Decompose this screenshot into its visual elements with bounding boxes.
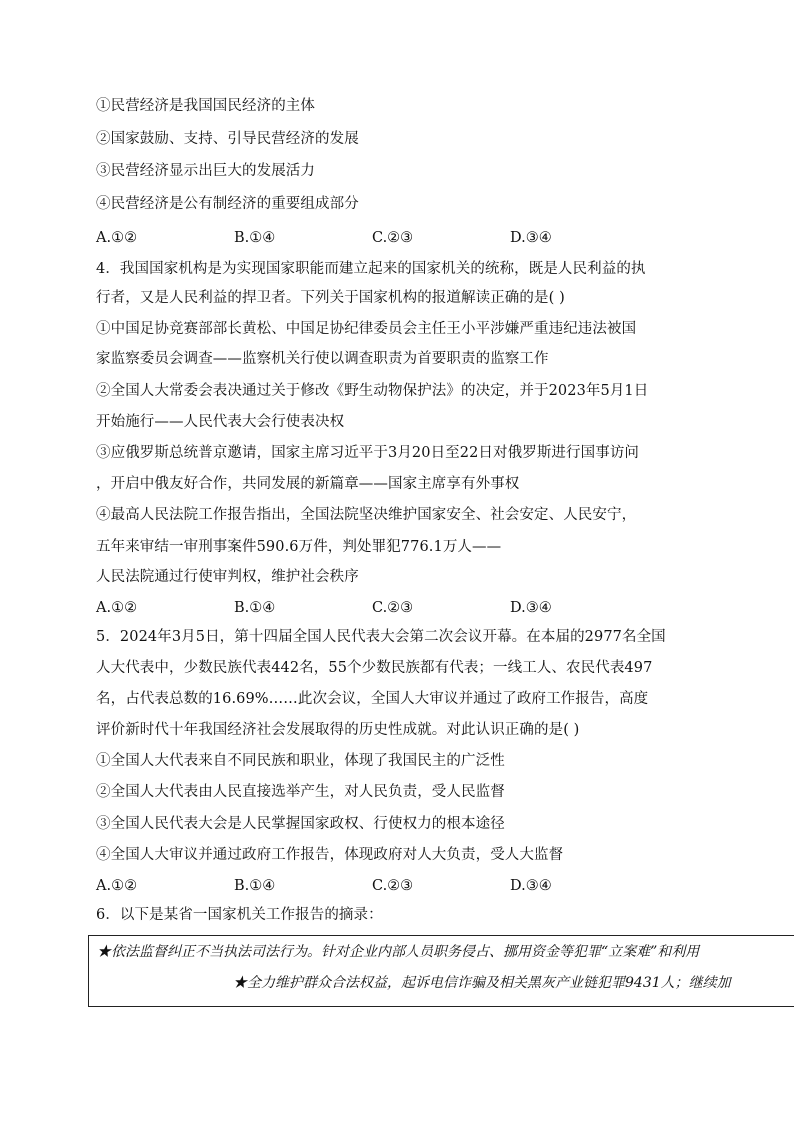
q5-statement-3: ③全国人民代表大会是人民掌握国家政权、行使权力的根本途径 [96,816,505,832]
q5-stem-line-3: 名，占代表总数的16.69%……此次会议，全国人大审议并通过了政府工作报告，高度 [96,691,649,707]
q3-option-c[interactable]: C.②③ [372,230,414,246]
q6-stem: 6．以下是某省一国家机关工作报告的摘录： [96,907,383,923]
q4-statement-4-line-2: 五年来审结一审刑事案件590.6万件，判处罪犯776.1万人—— [96,539,502,555]
q4-statement-4-line-3: 人民法院通过行使审判权，维护社会秩序 [96,569,359,585]
q5-option-b[interactable]: B.①④ [234,878,276,894]
q4-statement-2-line-1: ②全国人大常委会表决通过关于修改《野生动物保护法》的决定，并于2023年5月1日 [96,383,649,399]
q4-statement-4-line-1: ④最高人民法院工作报告指出，全国法院坚决维护国家安全、社会安定、人民安宁， [96,507,637,523]
q4-option-b[interactable]: B.①④ [234,600,276,616]
q3-option-d[interactable]: D.③④ [510,230,552,246]
q3-statement-4: ④民营经济是公有制经济的重要组成部分 [96,196,359,212]
q4-option-a[interactable]: A.①② [96,600,138,616]
q6-excerpt-line-2: ★全力维护群众合法权益，起诉电信诈骗及相关黑灰产业链犯罪9431人；继续加 [233,975,731,991]
q5-option-c[interactable]: C.②③ [372,878,414,894]
q4-stem-line-1: 4．我国国家机构是为实现国家职能而建立起来的国家机关的统称，既是人民利益的执 [96,261,646,277]
q6-excerpt-box [88,935,794,1007]
q5-statement-4: ④全国人大审议并通过政府工作报告，体现政府对人大负责，受人大监督 [96,847,564,863]
q3-statement-3: ③民营经济显示出巨大的发展活力 [96,163,315,179]
q4-statement-1-line-1: ①中国足协竞赛部部长黄松、中国足协纪律委员会主任王小平涉嫌严重违纪违法被国 [96,321,637,337]
q4-option-c[interactable]: C.②③ [372,600,414,616]
q5-option-a[interactable]: A.①② [96,878,138,894]
q5-option-d[interactable]: D.③④ [510,878,552,894]
q5-stem-line-2: 人大代表中，少数民族代表442名，55个少数民族都有代表；一线工人、农民代表497 [96,660,653,676]
q4-statement-3-line-2: ，开启中俄友好合作，共同发展的新篇章——国家主席享有外事权 [96,476,520,492]
q4-options [96,598,696,618]
q6-excerpt-line-1: ★依法监督纠正不当执法司法行为。针对企业内部人员职务侵占、挪用资金等犯罪“立案难”和利用 [97,944,700,960]
q5-stem-line-1: 5．2024年3月5日，第十四届全国人民代表大会第二次会议开幕。在本届的2977名全国 [96,629,666,645]
q5-statement-2: ②全国人大代表由人民直接选举产生，对人民负责，受人民监督 [96,784,505,800]
q5-stem-line-4: 评价新时代十年我国经济社会发展取得的历史性成就。对此认识正确的是( ) [96,722,580,738]
q4-statement-3-line-1: ③应俄罗斯总统普京邀请，国家主席习近平于3月20日至22日对俄罗斯进行国事访问 [96,445,640,461]
q4-statement-2-line-2: 开始施行——人民代表大会行使表决权 [96,414,345,430]
q3-option-a[interactable]: A.①② [96,230,138,246]
q4-statement-1-line-2: 家监察委员会调查——监察机关行使以调查职责为首要职责的监察工作 [96,351,549,367]
q3-options [96,228,696,248]
q5-options [96,876,696,896]
q3-statement-2: ②国家鼓励、支持、引导民营经济的发展 [96,131,359,147]
q4-stem-line-2: 行者，又是人民利益的捍卫者。下列关于国家机构的报道解读正确的是( ) [96,290,565,306]
q3-statement-1: ①民营经济是我国国民经济的主体 [96,98,315,114]
q3-option-b[interactable]: B.①④ [234,230,276,246]
q5-statement-1: ①全国人大代表来自不同民族和职业，体现了我国民主的广泛性 [96,753,505,769]
q4-option-d[interactable]: D.③④ [510,600,552,616]
